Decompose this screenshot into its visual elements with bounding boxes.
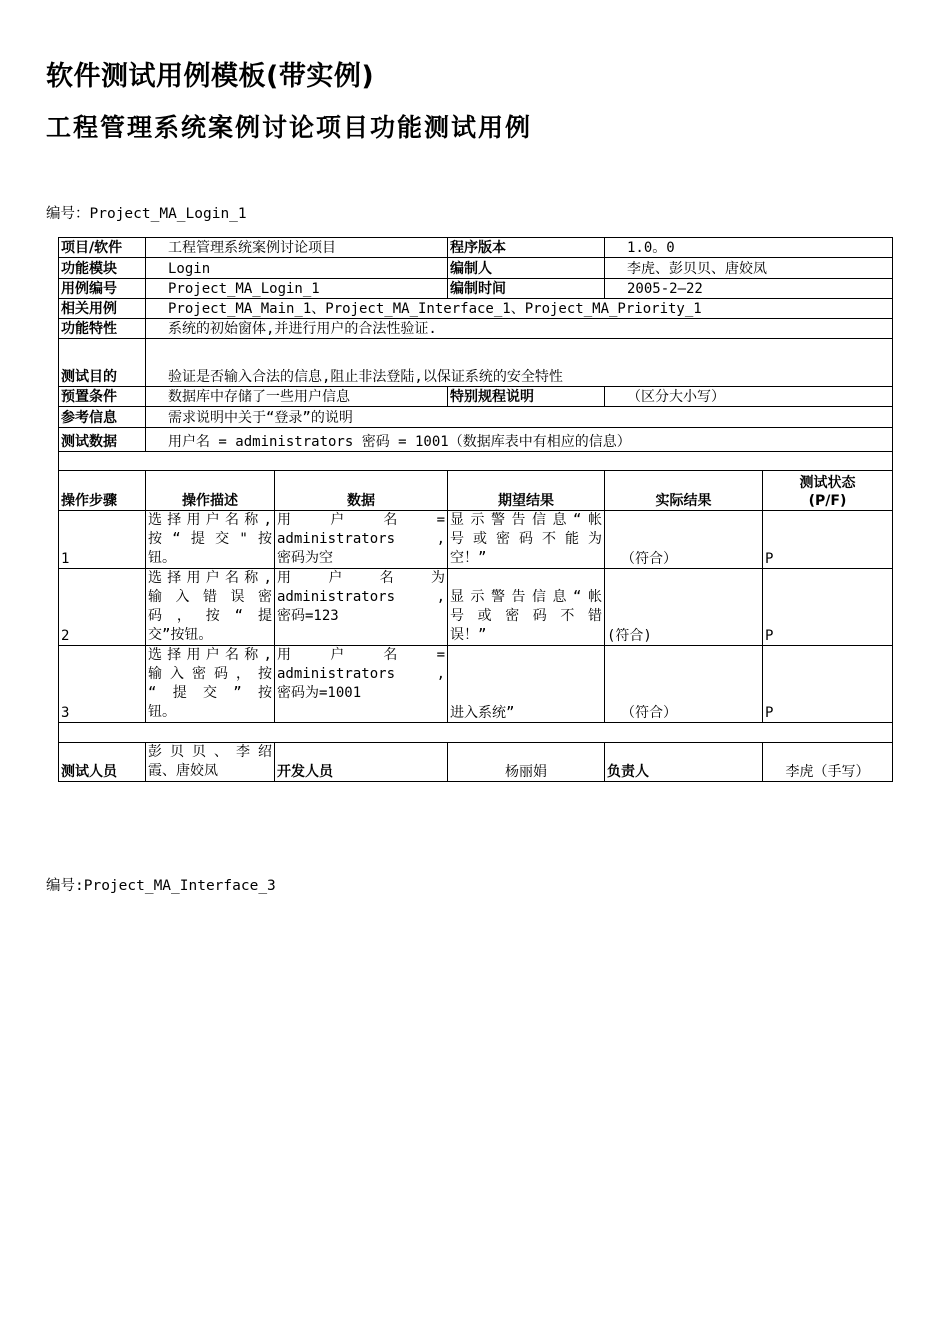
related-value: Project_MA_Main_1、Project_MA_Interface_1、Project_MA_Priority_1 xyxy=(146,299,893,319)
status-header-line1: 测试状态 xyxy=(799,475,856,491)
case-id-value: Project_MA_Login_1 xyxy=(146,279,448,299)
page-subtitle: 工程管理系统案例讨论项目功能测试用例 xyxy=(46,113,533,142)
related-label: 相关用例 xyxy=(59,299,146,319)
testdata-label: 测试数据 xyxy=(59,428,146,452)
expected-header: 期望结果 xyxy=(448,471,605,511)
desc-header: 操作描述 xyxy=(146,471,275,511)
tester-value: 彭贝贝、李绍 霞、唐姣凤 xyxy=(146,743,275,782)
project-label: 项目/软件 xyxy=(59,238,146,258)
module-value: Login xyxy=(146,258,448,279)
developer-value: 杨丽娟 xyxy=(448,743,605,782)
test-case-table xyxy=(58,237,893,782)
version-value: 1.0。0 xyxy=(605,238,893,258)
actual-header: 实际结果 xyxy=(605,471,763,511)
step-status: P xyxy=(763,569,893,646)
step-number: 2 xyxy=(59,569,146,646)
feature-label: 功能特性 xyxy=(59,319,146,339)
spacer-row xyxy=(59,452,893,471)
developer-label: 开发人员 xyxy=(275,743,448,782)
step-expected: 显示警告信息“帐 号或密码不能为 空！” xyxy=(448,511,605,569)
step-actual: （符合） xyxy=(605,646,763,723)
page-title: 软件测试用例模板(带实例) xyxy=(46,61,375,92)
testdata-value: 用户名 = administrators 密码 = 1001（数据库表中有相应的信息） xyxy=(146,428,893,452)
author-value: 李虎、彭贝贝、唐姣凤 xyxy=(605,258,893,279)
author-label: 编制人 xyxy=(448,258,605,279)
step-status: P xyxy=(763,511,893,569)
step-expected: 显示警告信息“帐 号或密码不错 误！” xyxy=(448,569,605,646)
step-data: 用 户 名 = administrators , 密码为空 xyxy=(275,511,448,569)
table-row xyxy=(59,646,893,723)
special-value: （区分大小写） xyxy=(605,387,893,407)
step-desc: 选择用户名称, 输入错误密 码，按“提 交”按钮。 xyxy=(146,569,275,646)
date-value: 2005-2—22 xyxy=(605,279,893,299)
step-data: 用 户 名 为 administrators , 密码=123 xyxy=(275,569,448,646)
module-label: 功能模块 xyxy=(59,258,146,279)
step-expected: 进入系统” xyxy=(448,646,605,723)
spacer-row xyxy=(59,723,893,743)
precondition-value: 数据库中存储了一些用户信息 xyxy=(146,387,448,407)
special-label: 特别规程说明 xyxy=(448,387,605,407)
step-actual: (符合) xyxy=(605,569,763,646)
step-data: 用 户 名 = administrators , 密码为=1001 xyxy=(275,646,448,723)
reference-value: 需求说明中关于“登录”的说明 xyxy=(146,407,893,428)
tester-label: 测试人员 xyxy=(59,743,146,782)
step-header: 操作步骤 xyxy=(59,471,146,511)
data-header: 数据 xyxy=(275,471,448,511)
reference-label: 参考信息 xyxy=(59,407,146,428)
step-number: 1 xyxy=(59,511,146,569)
table-row xyxy=(59,511,893,569)
precondition-label: 预置条件 xyxy=(59,387,146,407)
purpose-value: 验证是否输入合法的信息,阻止非法登陆,以保证系统的安全特性 xyxy=(146,339,893,387)
owner-value: 李虎（手写） xyxy=(763,743,893,782)
date-label: 编制时间 xyxy=(448,279,605,299)
purpose-label: 测试目的 xyxy=(59,339,146,387)
status-header-line2: (P/F) xyxy=(808,493,847,509)
document-number: 编号：Project_MA_Login_1 xyxy=(46,206,247,222)
version-label: 程序版本 xyxy=(448,238,605,258)
owner-label: 负责人 xyxy=(605,743,763,782)
step-number: 3 xyxy=(59,646,146,723)
status-header xyxy=(763,471,893,511)
table-row xyxy=(59,569,893,646)
feature-value: 系统的初始窗体,并进行用户的合法性验证. xyxy=(146,319,893,339)
project-value: 工程管理系统案例讨论项目 xyxy=(146,238,448,258)
step-desc: 选择用户名称, 输入密码，按 “提交”按 钮。 xyxy=(146,646,275,723)
document-number-2: 编号:Project_MA_Interface_3 xyxy=(46,878,276,894)
step-status: P xyxy=(763,646,893,723)
step-desc: 选择用户名称, 按“提交"按 钮。 xyxy=(146,511,275,569)
step-actual: （符合） xyxy=(605,511,763,569)
case-id-label: 用例编号 xyxy=(59,279,146,299)
